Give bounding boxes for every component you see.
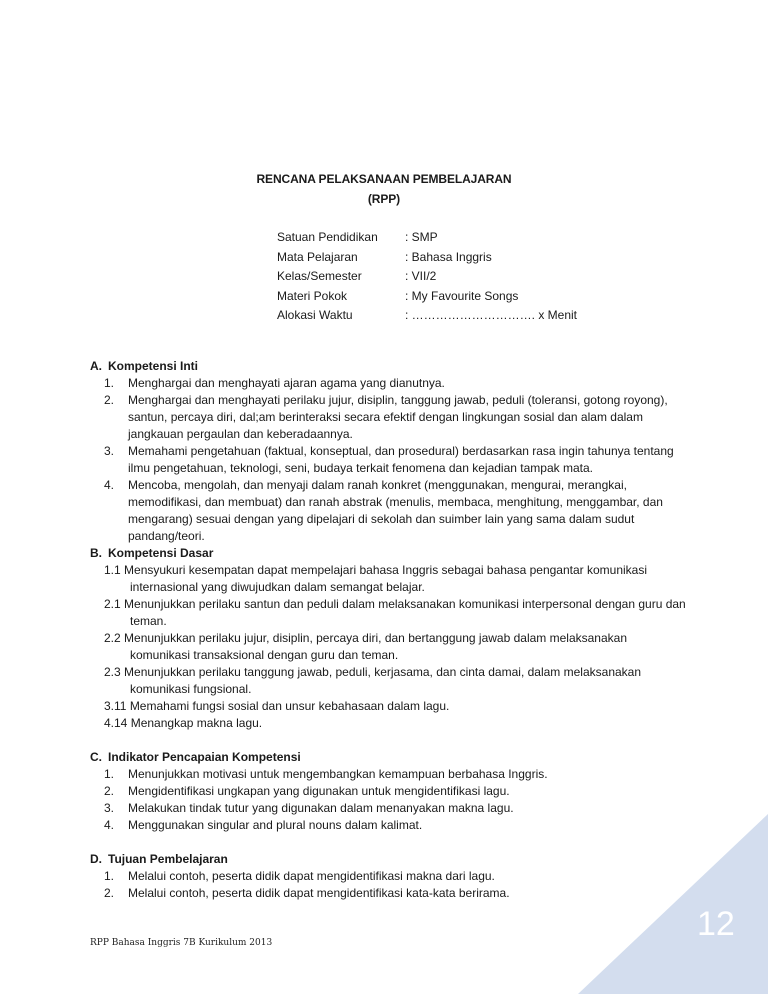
identity-value: : VII/2: [405, 269, 437, 283]
list-item: [90, 375, 690, 392]
identity-row: [277, 269, 577, 289]
list-item: [90, 443, 690, 477]
item-number: 4.: [104, 818, 115, 832]
corner-triangle: [578, 814, 768, 994]
item-number: 3.: [104, 444, 115, 458]
item-text: Mensyukuri kesempatan dapat mempelajari bahasa Inggris sebagai bahasa pengantar komunikasi internasional yang diwujudkan dalam semangat belajar.: [124, 563, 648, 594]
item-number: 2.: [104, 393, 115, 407]
section-heading: [90, 749, 690, 766]
identity-key: Materi Pokok: [277, 288, 348, 303]
section-letter: A.: [90, 359, 102, 373]
section-letter: C.: [90, 750, 102, 764]
identity-value: : My Favourite Songs: [405, 288, 519, 303]
item-number: 2.1: [104, 597, 121, 611]
item-number: 3.: [104, 801, 115, 815]
item-text: Mencoba, mengolah, dan menyaji dalam ranah konkret (menggunakan, mengurai, merangkai, memodifikasi, dan membuat) dan ranah abstrak (menulis, membaca, menghitung, menggambar, dan mengarang) sesuai dengan yang dipelajari di sekolah dan suimber lain yang sama dalam sudut pandang/teori.: [128, 478, 663, 543]
item-text: Melalui contoh, peserta didik dapat mengidentifikasi kata-kata berirama.: [128, 886, 510, 900]
list-item: [90, 630, 690, 664]
page-number: 12: [697, 905, 735, 943]
list-item: [90, 477, 690, 545]
item-text: Menunjukkan perilaku tanggung jawab, peduli, kerjasama, dan cinta damai, dalam melaksanakan komunikasi fungsional.: [124, 665, 642, 696]
section-title: Kompetensi Dasar: [108, 546, 214, 560]
item-text: Memahami fungsi sosial dan unsur kebahasaan dalam lagu.: [129, 699, 450, 713]
item-text: Mengidentifikasi ungkapan yang digunakan untuk mengidentifikasi lagu.: [128, 784, 510, 798]
list-item: [90, 562, 690, 596]
document-subtitle: (RPP): [367, 192, 401, 206]
section-heading: [90, 545, 690, 562]
list-item: [90, 715, 690, 732]
item-text: Menunjukkan perilaku jujur, disiplin, percaya diri, dan bertanggung jawab dalam melaksanakan komunikasi transaksional dengan guru dan teman.: [124, 631, 627, 662]
identity-value: : Bahasa Inggris: [405, 249, 492, 264]
identity-row: [277, 308, 577, 328]
identity-block: [277, 230, 577, 328]
item-number: 4.14: [104, 716, 128, 730]
section-title: Kompetensi Inti: [108, 359, 199, 373]
item-number: 2.2: [104, 631, 121, 645]
item-number: 2.: [104, 784, 115, 798]
identity-key: Kelas/Semester: [277, 269, 362, 283]
page-footer: RPP Bahasa Inggris 7B Kurikulum 2013: [90, 938, 273, 948]
section-letter: B.: [90, 546, 102, 560]
item-number: 4.: [104, 478, 115, 492]
item-text: Menggunakan singular and plural nouns dalam kalimat.: [128, 818, 423, 832]
list-item: [90, 664, 690, 698]
item-text: Melalui contoh, peserta didik dapat mengidentifikasi makna dari lagu.: [128, 869, 495, 883]
item-number: 2.3: [104, 665, 121, 679]
identity-row: [277, 250, 577, 270]
list-item: [90, 783, 690, 800]
section-kompetensi-inti: [90, 358, 690, 545]
list-item: [90, 698, 690, 715]
item-number: 1.: [104, 376, 115, 390]
identity-key: Satuan Pendidikan: [277, 230, 378, 244]
list-item: [90, 596, 690, 630]
item-number: 1.1: [104, 563, 121, 577]
item-number: 3.11: [104, 699, 127, 713]
item-text: Menunjukkan motivasi untuk mengembangkan kemampuan berbahasa Inggris.: [128, 767, 548, 781]
item-text: Menghargai dan menghayati ajaran agama yang dianutnya.: [128, 376, 445, 390]
identity-value: : SMP: [405, 230, 438, 244]
item-text: Menunjukkan perilaku santun dan peduli dalam melaksanakan komunikasi interpersonal dengan guru dan teman.: [124, 597, 686, 628]
identity-row: [277, 230, 577, 250]
corner-decoration: [578, 814, 768, 994]
section-heading: [90, 358, 690, 375]
section-title: Tujuan Pembelajaran: [108, 852, 228, 866]
item-number: 1.: [104, 869, 115, 883]
section-title: Indikator Pencapaian Kompetensi: [108, 750, 301, 764]
identity-key: Mata Pelajaran: [277, 249, 358, 264]
section-kompetensi-dasar: [90, 545, 690, 732]
item-text: Memahami pengetahuan (faktual, konseptual, dan prosedural) berdasarkan rasa ingin tahunya tentang ilmu pengetahuan, teknologi, seni, budaya terkait fenomena dan kejadian tampak mata.: [128, 444, 674, 475]
identity-value: : …………………………. x Menit: [405, 308, 578, 322]
document-title: RENCANA PELAKSANAAN PEMBELAJARAN: [256, 172, 512, 186]
identity-key: Alokasi Waktu: [277, 308, 353, 322]
list-item: [90, 766, 690, 783]
item-text: Menghargai dan menghayati perilaku jujur, disiplin, tanggung jawab, peduli (toleransi, gotong royong), santun, percaya diri, dal;am berinteraksi secara efektif dengan lingkungan sosial dan alam dalam jangkauan pergaulan dan keberadaannya.: [128, 393, 668, 441]
item-text: Melakukan tindak tutur yang digunakan dalam menanyakan makna lagu.: [128, 801, 514, 815]
identity-row: [277, 289, 577, 309]
section-letter: D.: [90, 852, 102, 866]
item-text: Menangkap makna lagu.: [130, 716, 263, 730]
item-number: 1.: [104, 767, 115, 781]
item-number: 2.: [104, 886, 115, 900]
list-item: [90, 392, 690, 443]
